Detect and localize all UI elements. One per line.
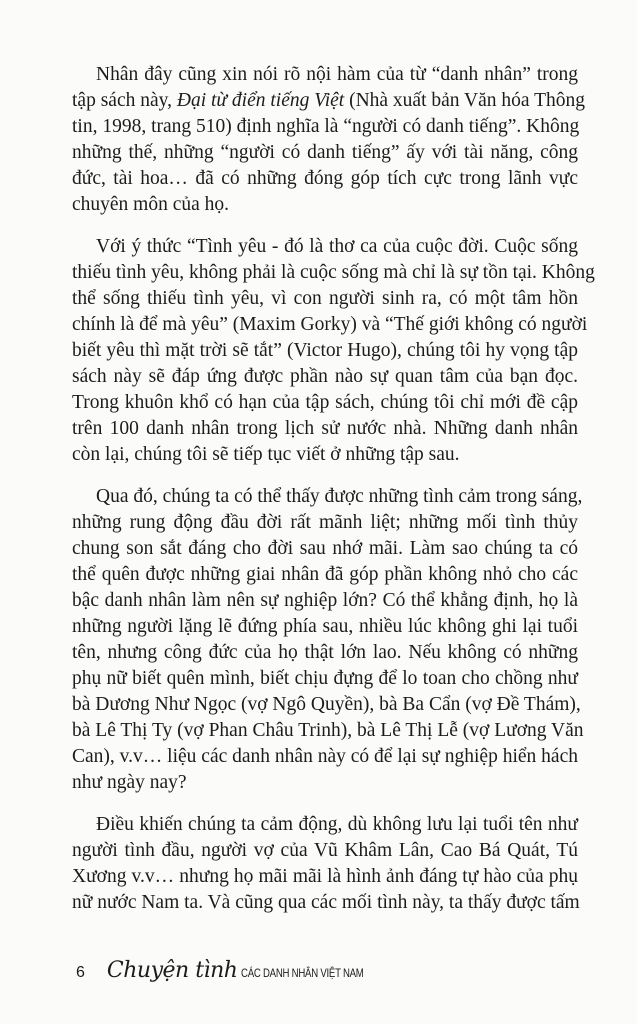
text-line: Với ý thức “Tình yêu - đó là thơ ca của cuộc đời. Cuộc sống xyxy=(96,236,578,257)
paragraph-2 xyxy=(72,234,595,468)
text-line: thiếu tình yêu, không phải là cuộc sống mà chỉ là sự tồn tại. Không xyxy=(72,262,595,283)
text-line: bà Lê Thị Ty (vợ Phan Châu Trinh), bà Lê Thị Lễ (vợ Lương Văn xyxy=(72,720,584,741)
text-line: còn lại, chúng tôi sẽ tiếp tục viết ở những tập sau. xyxy=(72,444,460,465)
text-line: bậc danh nhân làm nên sự nghiệp lớn? Có thể khẳng định, họ là xyxy=(72,590,578,611)
text-line: Trong khuôn khổ có hạn của tập sách, chúng tôi chỉ mới đề cập xyxy=(72,392,578,413)
text-line: những thế, những “người có danh tiếng” ấy với tài năng, công xyxy=(72,142,578,163)
text-line xyxy=(72,88,586,114)
book-title-caps: CÁC DANH NHÂN VIỆT NAM xyxy=(241,966,364,980)
text-line: biết yêu thì mặt trời sẽ tắt” (Victor Hugo), chúng tôi hy vọng tập xyxy=(72,340,578,361)
text-line: trên 100 danh nhân trong lịch sử nước nhà. Những danh nhân xyxy=(72,418,578,439)
dictionary-title: Đại từ điển tiếng Việt xyxy=(176,90,345,111)
page-footer xyxy=(76,958,395,988)
text-segment: (Nhà xuất bản Văn hóa Thông xyxy=(344,90,586,111)
text-line: tên, nhưng công đức của họ thật lớn lao. Nếu không có những xyxy=(72,642,578,663)
text-line: những rung động đầu đời rất mãnh liệt; những mối tình thủy xyxy=(72,512,578,533)
text-line: tin, 1998, trang 510) định nghĩa là “người có danh tiếng”. Không xyxy=(72,116,580,137)
text-line: Xương v.v… nhưng họ mãi mãi là hình ảnh đáng tự hào của phụ xyxy=(72,866,578,887)
text-line: thể sống thiếu tình yêu, vì con người sinh ra, có một tâm hồn xyxy=(72,288,578,309)
paragraph-3 xyxy=(72,484,584,796)
text-line: thể quên được những giai nhân đã góp phần không nhỏ cho các xyxy=(72,564,578,585)
paragraph-4 xyxy=(72,812,578,916)
text-line: Can), v.v… liệu các danh nhân này có để lại sự nghiệp hiển hách xyxy=(72,746,578,767)
text-line: Điều khiến chúng ta cảm động, dù không lưu lại tuổi tên như xyxy=(96,814,578,835)
text-line: người tình đầu, người vợ của Vũ Khâm Lân, Cao Bá Quát, Tú xyxy=(72,840,578,861)
text-line: những người lặng lẽ đứng phía sau, nhiều lúc không ghi lại tuổi xyxy=(72,616,578,637)
text-line: nữ nước Nam ta. Và cũng qua các mối tình này, ta thấy được tấm xyxy=(72,892,580,913)
text-line: chung son sắt đáng cho đời sau nhớ mãi. Làm sao chúng ta có xyxy=(72,538,578,559)
text-line: chính là để mà yêu” (Maxim Gorky) và “Thế giới không có người xyxy=(72,314,588,335)
text-segment: tập sách này, xyxy=(72,90,177,111)
text-line: bà Dương Như Ngọc (vợ Ngô Quyền), bà Ba Cẩn (vợ Đề Thám), xyxy=(72,694,581,715)
paragraph-1 xyxy=(72,62,586,218)
page-number: 6 xyxy=(76,964,85,981)
text-line: như ngày nay? xyxy=(72,772,187,793)
text-line: chuyên môn của họ. xyxy=(72,194,230,215)
text-line: Nhân đây cũng xin nói rõ nội hàm của từ “danh nhân” trong xyxy=(96,64,578,85)
text-line: Qua đó, chúng ta có thể thấy được những tình cảm trong sáng, xyxy=(96,486,583,507)
page-body xyxy=(72,62,595,916)
text-line: sách này sẽ đáp ứng được phần nào sự quan tâm của bạn đọc. xyxy=(72,366,578,387)
book-title-script: Chuyện tình xyxy=(106,958,238,983)
text-line: đức, tài hoa… đã có những đóng góp tích cực trong lãnh vực xyxy=(72,168,578,189)
text-line: phụ nữ biết quên mình, biết chịu đựng để lo toan cho chồng như xyxy=(72,668,578,689)
